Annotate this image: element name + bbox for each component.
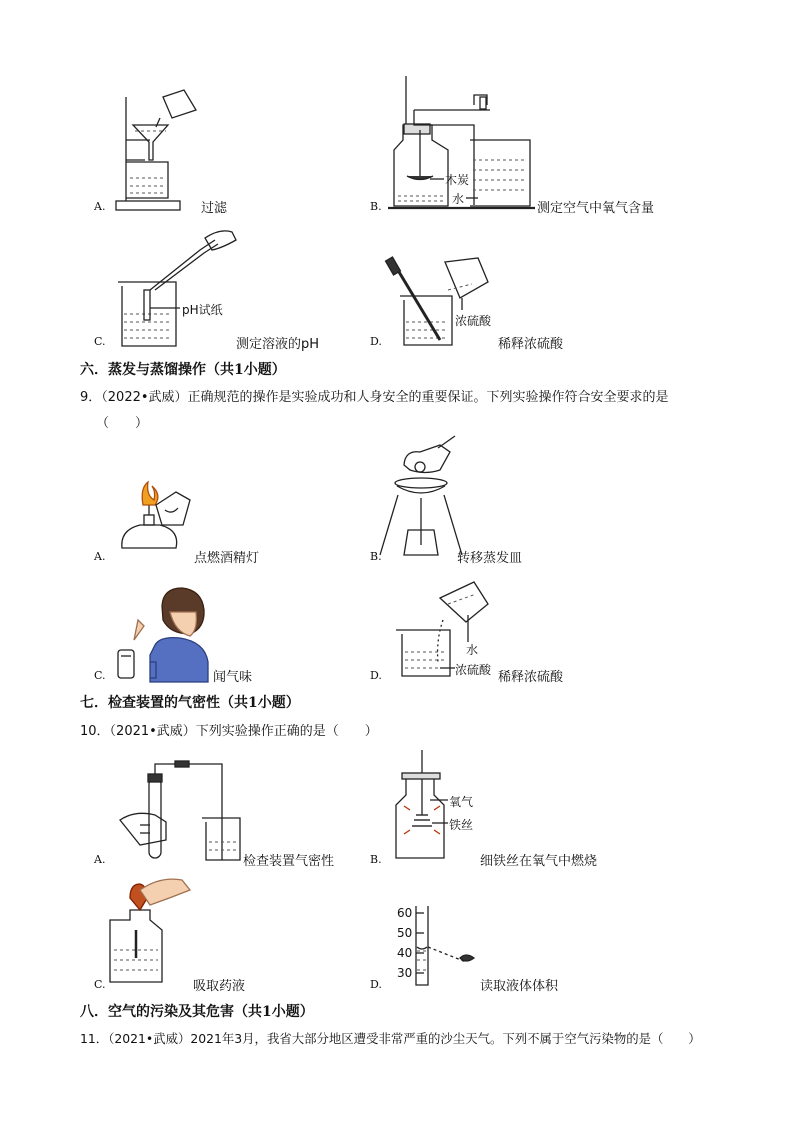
q10-a-letter: A. — [94, 853, 106, 866]
q8-d-label-acid: 浓硫酸 — [455, 314, 492, 328]
q10-b-letter: B. — [370, 853, 382, 866]
q10-d-caption: 读取液体体积 — [480, 979, 559, 994]
q8-b-letter: B. — [370, 200, 382, 213]
q8-a-letter: A. — [94, 200, 106, 213]
q10-d-tick-50: 50 — [397, 926, 413, 940]
q9-a-letter: A. — [94, 550, 106, 563]
q10-b-label-wire: 铁丝 — [449, 818, 474, 832]
q8-d-caption: 稀释浓硫酸 — [498, 337, 564, 352]
q9-c-letter: C. — [94, 669, 106, 682]
q9-answer-blank[interactable]: （ ） — [96, 416, 149, 431]
q8-c-caption: 测定溶液的pH — [236, 337, 320, 352]
section-6-title: 六．蒸发与蒸馏操作（共1小题） — [80, 362, 286, 378]
q8-b-label-water: 水 — [452, 192, 465, 206]
q10-d-tick-40: 40 — [397, 946, 413, 960]
q8-c-label-paper: pH试纸 — [182, 303, 223, 317]
q8-b-caption: 测定空气中氧气含量 — [537, 201, 655, 216]
q10-d-tick-60: 60 — [397, 906, 413, 920]
q10-c-letter: C. — [94, 978, 106, 991]
q9-b-letter: B. — [370, 550, 382, 563]
q9-d-letter: D. — [370, 669, 382, 682]
q9-d-label-acid: 浓硫酸 — [455, 663, 492, 677]
q9-a-caption: 点燃酒精灯 — [194, 551, 260, 566]
q10-b-label-oxygen: 氧气 — [449, 795, 474, 809]
q9-d-label-water: 水 — [466, 643, 479, 657]
q10-d-tick-30: 30 — [397, 966, 413, 980]
q8-d-letter: D. — [370, 335, 382, 348]
q9-d-caption: 稀释浓硫酸 — [498, 670, 564, 685]
q10-stem: 10．（2021•武威）下列实验操作正确的是（ ） — [80, 724, 378, 739]
q11-stem: 11．（2021•武威）2021年3月，我省大部分地区遭受非常严重的沙尘天气。下列不属于空气污染物的是（ ） — [80, 1031, 701, 1046]
section-7-title: 七．检查装置的气密性（共1小题） — [80, 695, 300, 711]
q9-c-caption: 闻气味 — [213, 670, 253, 685]
section-8-title: 八．空气的污染及其危害（共1小题） — [80, 1004, 314, 1020]
q8-c-letter: C. — [94, 335, 106, 348]
q9-b-caption: 转移蒸发皿 — [457, 551, 523, 566]
q9-stem: 9．（2022•武威）正确规范的操作是实验成功和人身安全的重要保证。下列实验操作符合安全要求的是 — [80, 390, 669, 405]
q8-b-label-charcoal: 木炭 — [445, 173, 470, 187]
q10-d-letter: D. — [370, 978, 382, 991]
q10-a-caption: 检查装置气密性 — [243, 854, 335, 869]
q10-b-caption: 细铁丝在氧气中燃烧 — [480, 854, 598, 869]
q10-c-caption: 吸取药液 — [193, 979, 246, 994]
graduated-cylinder-figure — [0, 0, 1, 1]
q8-a-caption: 过滤 — [201, 201, 228, 216]
